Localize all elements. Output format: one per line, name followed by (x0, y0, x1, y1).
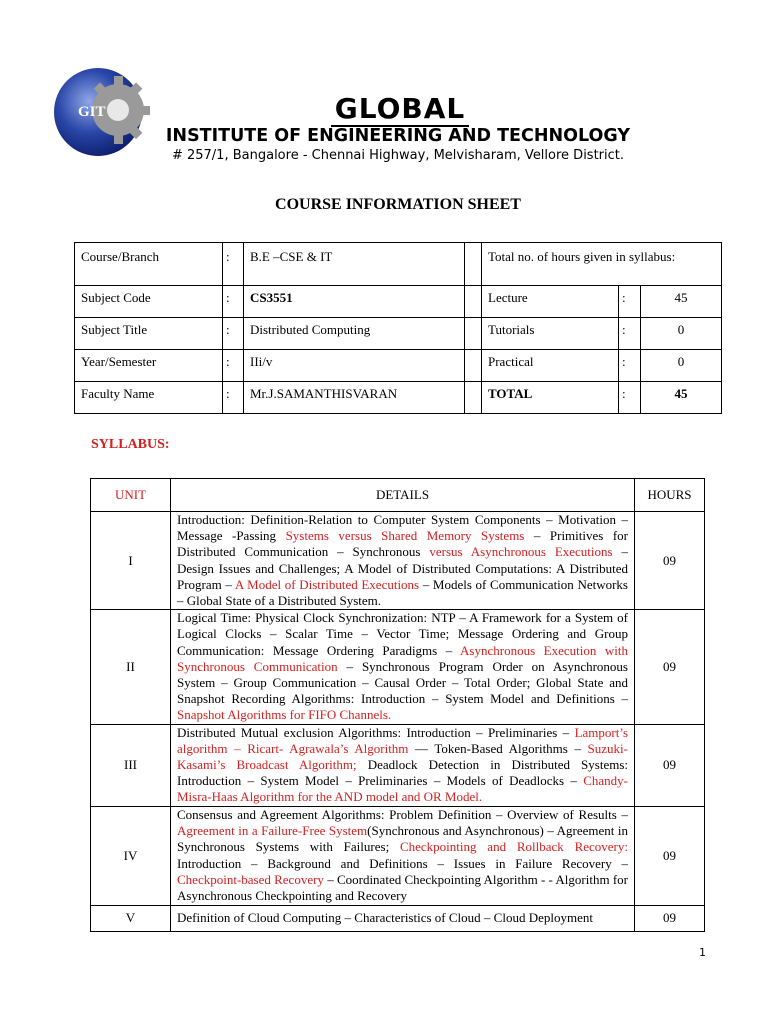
info-row (75, 318, 722, 350)
hours-label: TOTAL (482, 382, 619, 414)
unit-hours: 09 (635, 905, 705, 931)
hours-header: Total no. of hours given in syllabus: (482, 243, 722, 286)
unit-hours: 09 (635, 724, 705, 806)
info-value: CS3551 (244, 286, 465, 318)
topic-text: (Synchronous and Asynchronous) – Agreement in Synchronous Systems with Failures; (177, 823, 628, 855)
topic-text: Consensus and Agreement Algorithms: Problem Definition – Overview of Results – (177, 807, 628, 823)
info-value: B.E –CSE & IT (244, 243, 465, 286)
hours-label: Lecture (482, 286, 619, 318)
unit-number: II (91, 610, 171, 724)
info-colon: : (223, 382, 244, 414)
column-header-details: DETAILS (171, 479, 635, 512)
info-row (75, 350, 722, 382)
unit-number: I (91, 512, 171, 610)
highlighted-topic: Agreement in a Failure-Free System (177, 823, 368, 839)
unit-details (171, 512, 635, 610)
unit-details (171, 724, 635, 806)
syllabus-row (91, 610, 705, 724)
page-number: 1 (699, 946, 706, 959)
info-colon: : (223, 243, 244, 286)
syllabus-row (91, 724, 705, 806)
unit-hours: 09 (635, 806, 705, 905)
topic-text: – Synchronous Program Order on Asynchronous System – Group Communication – Causal Order – Total Order; Global State and Snapshot Recording Algorithms: Introduction – System Model and Definitions – (177, 658, 628, 707)
highlighted-topic: Lamport’s algorithm – Ricart- Agrawala’s Algorithm (177, 724, 628, 756)
topic-text: – Primitives for Distributed Communication – Synchronous (177, 528, 629, 560)
info-spacer (465, 243, 482, 286)
institution-name (0, 92, 768, 125)
topic-text: Distributed Mutual exclusion Algorithms: Introduction – Preliminaries – (177, 724, 575, 740)
topic-text: – Coordinated Checkpointing Algorithm - - Algorithm for Asynchronous Checkpointing and Recovery (177, 871, 628, 904)
info-label: Course/Branch (75, 243, 223, 286)
info-spacer (465, 382, 482, 414)
hours-value: 45 (641, 286, 722, 318)
info-colon: : (223, 350, 244, 382)
hours-value: 0 (641, 350, 722, 382)
info-spacer (465, 350, 482, 382)
topic-text: –– Token-Based Algorithms – (408, 740, 588, 756)
info-label: Faculty Name (75, 382, 223, 414)
highlighted-topic: Systems versus Shared Memory Systems (285, 528, 525, 544)
info-label: Subject Title (75, 318, 223, 350)
syllabus-header-row (91, 479, 705, 512)
info-row (75, 286, 722, 318)
info-row (75, 382, 722, 414)
syllabus-body (91, 512, 705, 932)
column-header-hours: HOURS (635, 479, 705, 512)
info-colon: : (223, 286, 244, 318)
unit-number: IV (91, 806, 171, 905)
unit-details (171, 610, 635, 724)
info-label: Subject Code (75, 286, 223, 318)
highlighted-topic: A Model of Distributed Executions (234, 576, 420, 592)
highlighted-topic: Suzuki-Kasami’s Broadcast Algorithm; (177, 740, 628, 773)
institution-name-text: GLOBAL (331, 92, 469, 127)
hours-label: Tutorials (482, 318, 619, 350)
unit-details (171, 905, 635, 931)
highlighted-topic: Snapshot Algorithms for FIFO Channels. (177, 707, 392, 723)
hours-colon: : (619, 286, 641, 318)
topic-text: Introduction – Background and Definitions – Issues in Failure Recovery – (177, 855, 628, 871)
unit-number: V (91, 905, 171, 931)
institution-subtitle: INSTITUTE OF ENGINEERING AND TECHNOLOGY (165, 126, 631, 146)
unit-hours: 09 (635, 610, 705, 724)
institution-address: # 257/1, Bangalore - Chennai Highway, Melvisharam, Vellore District. (171, 148, 625, 163)
unit-details (171, 806, 635, 905)
highlighted-topic: Chandy-Misra-Haas Algorithm for the AND model and OR Model. (177, 773, 628, 805)
hours-value: 45 (641, 382, 722, 414)
topic-text: Definition of Cloud Computing – Characteristics of Cloud – Cloud Deployment (177, 910, 593, 926)
syllabus-row (91, 905, 705, 931)
document-title: COURSE INFORMATION SHEET (275, 196, 521, 213)
syllabus-row (91, 806, 705, 905)
hours-colon: : (619, 350, 641, 382)
info-value: IIi/v (244, 350, 465, 382)
info-label: Year/Semester (75, 350, 223, 382)
highlighted-topic: Checkpoint-based Recovery (177, 871, 324, 887)
info-colon: : (223, 318, 244, 350)
topic-text: Logical Time: Physical Clock Synchronization: NTP – A Framework for a System of Logical Clocks – Scalar Time – Vector Time; Message Ordering and Group Communication: Message Ordering Paradigms – (177, 610, 628, 658)
unit-hours: 09 (635, 512, 705, 610)
topic-text: – Design Issues and Challenges; A Model of Distributed Computations: A Distributed Program – (177, 544, 629, 592)
hours-colon: : (619, 318, 641, 350)
highlighted-topic: Asynchronous Execution with Synchronous Communication (177, 642, 628, 674)
info-value: Distributed Computing (244, 318, 465, 350)
syllabus-row (91, 512, 705, 610)
unit-number: III (91, 724, 171, 806)
highlighted-topic: versus Asynchronous Executions (429, 544, 613, 560)
syllabus-table (90, 478, 705, 932)
info-spacer (465, 286, 482, 318)
hours-value: 0 (641, 318, 722, 350)
syllabus-heading: SYLLABUS: (91, 437, 170, 452)
info-spacer (465, 318, 482, 350)
info-value: Mr.J.SAMANTHISVARAN (244, 382, 465, 414)
topic-text: – Models of Communication Networks – Global State of a Distributed System. (177, 576, 628, 609)
topic-text: Deadlock Detection in Distributed Systems: Introduction – System Model – Preliminaries – Models of Deadlocks – (177, 757, 629, 789)
info-row (75, 243, 722, 286)
course-info-table (74, 242, 722, 414)
hours-colon: : (619, 382, 641, 414)
hours-label: Practical (482, 350, 619, 382)
column-header-unit: UNIT (91, 479, 171, 512)
highlighted-topic: Checkpointing and Rollback Recovery: (399, 839, 628, 855)
svg-text:GIT: GIT (78, 104, 106, 120)
topic-text: Introduction: Definition-Relation to Computer System Components – Motivation – Message -Passing (177, 512, 628, 544)
